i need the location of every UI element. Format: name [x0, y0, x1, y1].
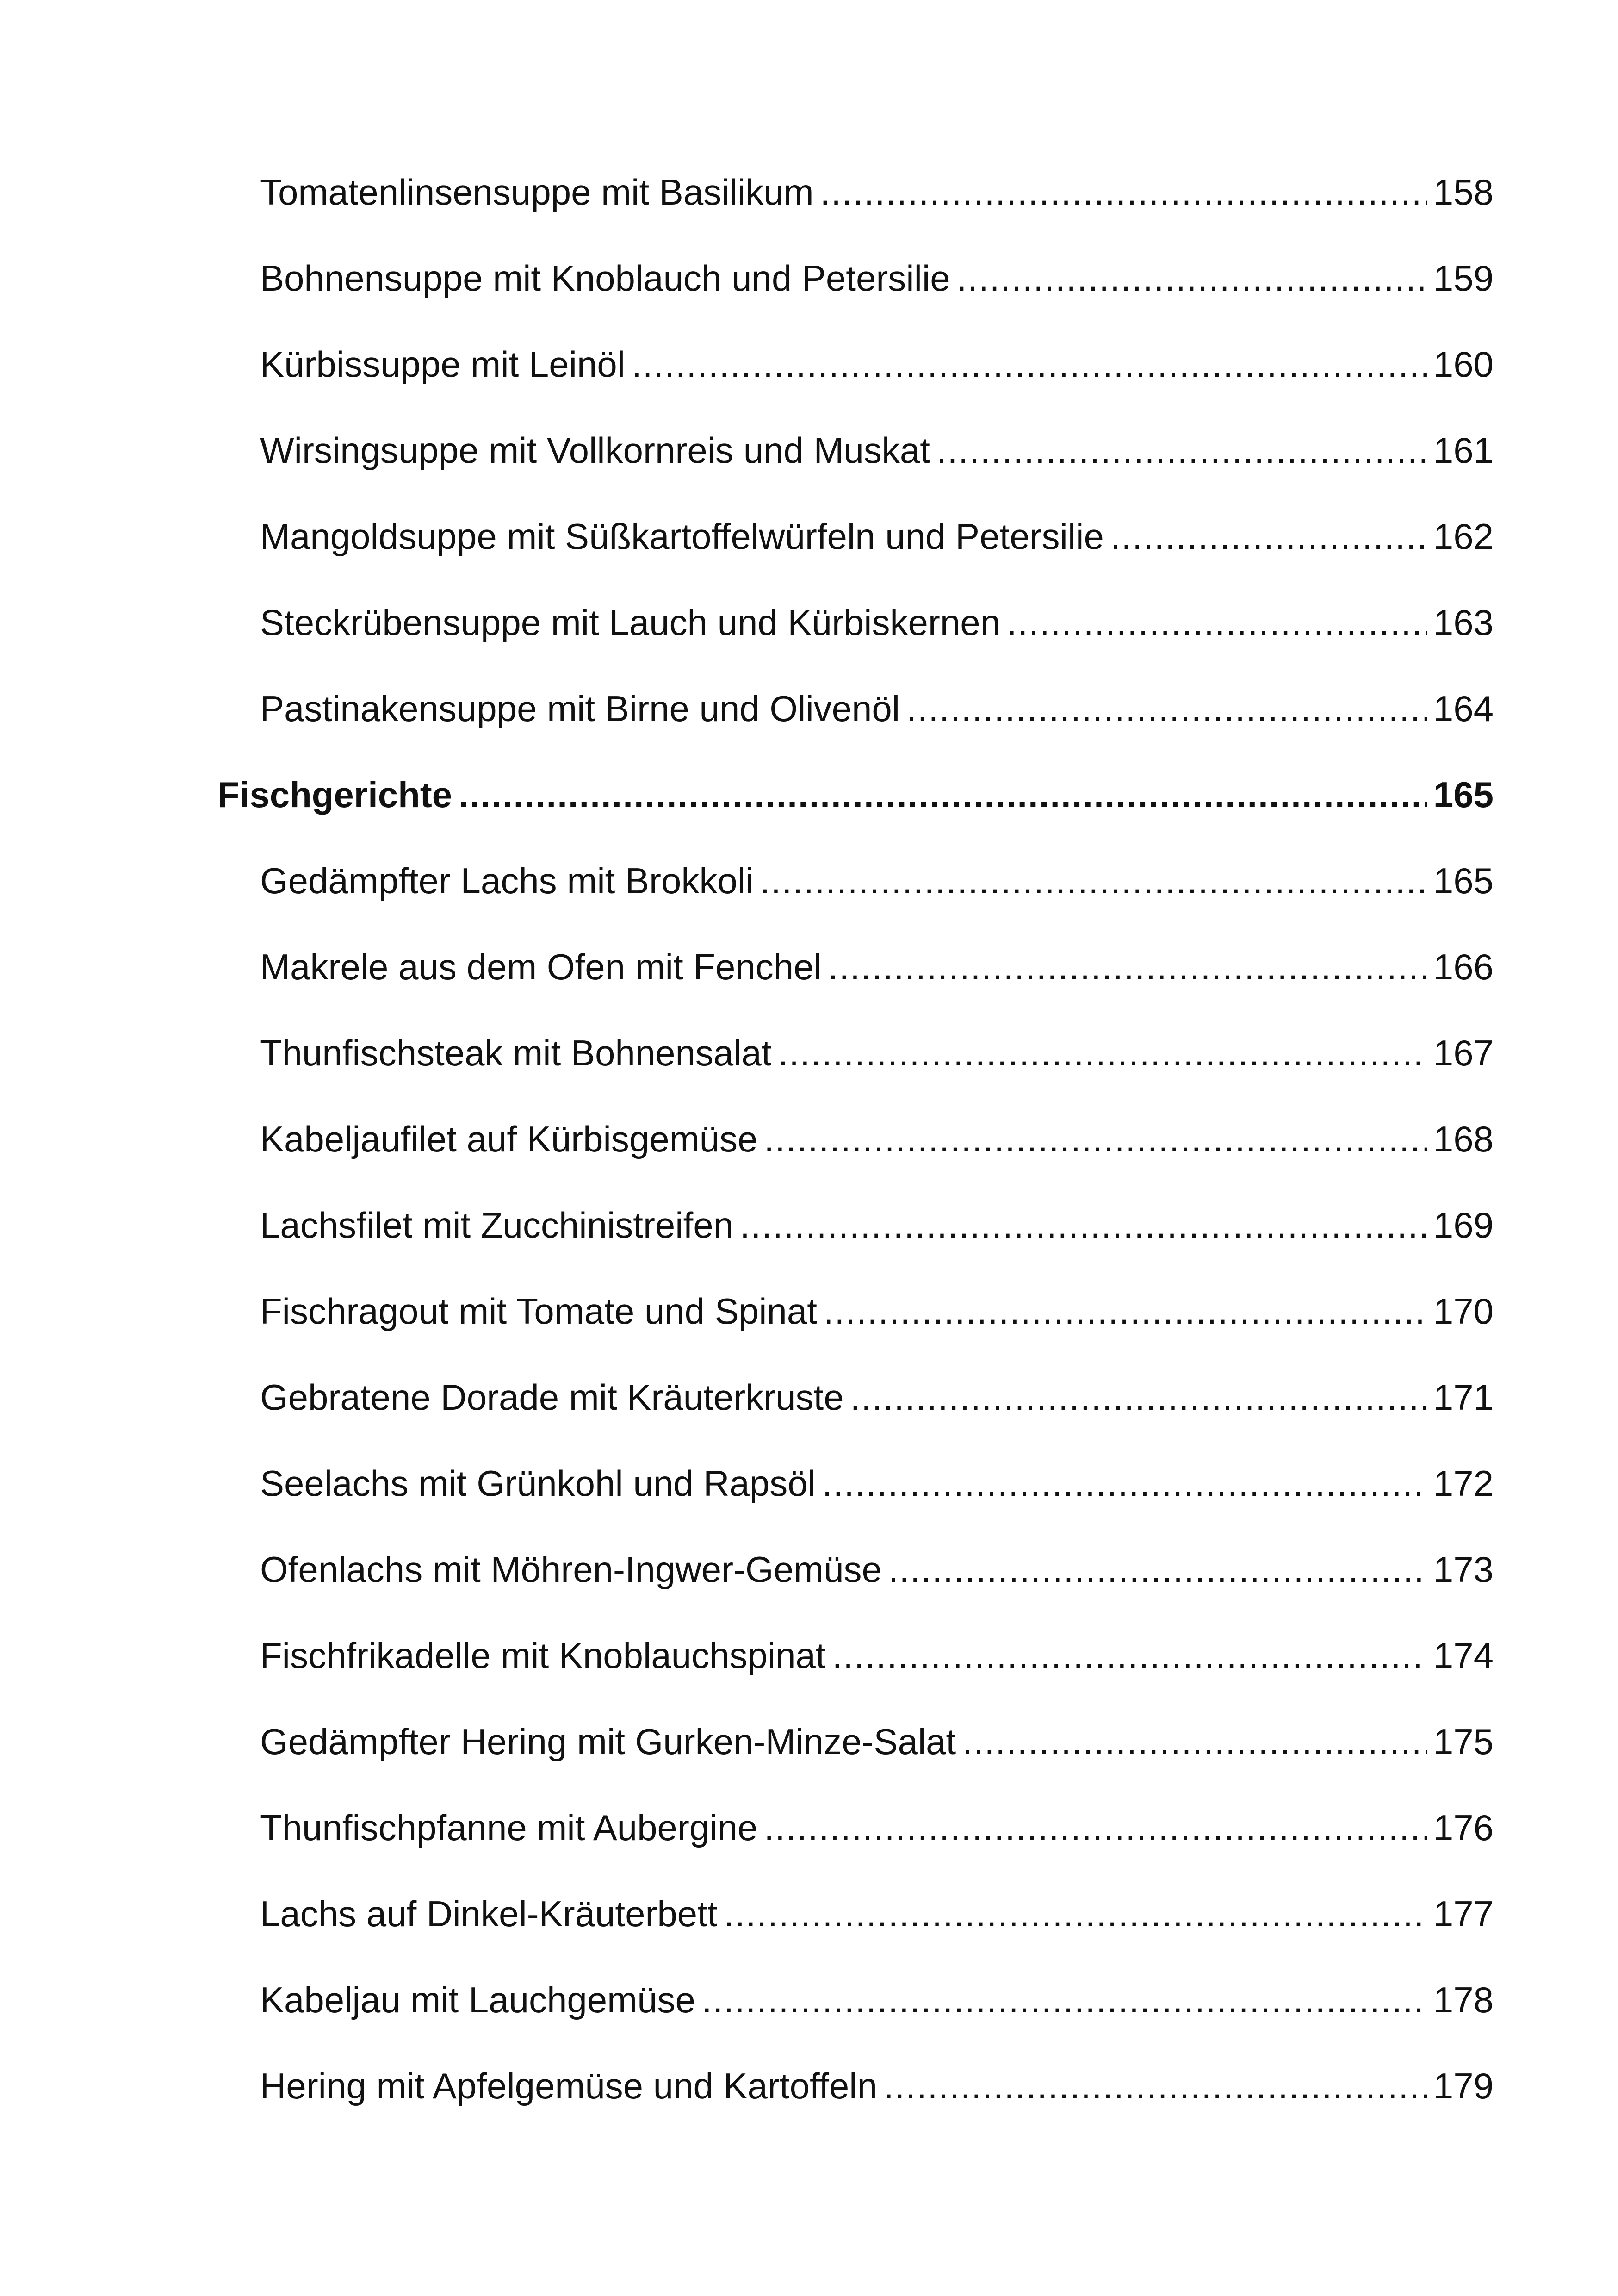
- toc-entry: [260, 595, 1494, 650]
- toc-entry-page: 160: [1433, 344, 1494, 385]
- toc-entry-title: Gedämpfter Lachs mit Brokkoli: [260, 860, 754, 901]
- dot-leader: [459, 767, 1427, 822]
- dot-leader: [1110, 509, 1427, 564]
- dot-leader: [962, 1714, 1427, 1769]
- toc-section-heading: [217, 767, 1494, 822]
- toc-entry-page: 176: [1433, 1807, 1494, 1848]
- toc-entry-page: 158: [1433, 172, 1494, 212]
- toc-entry: [260, 336, 1494, 392]
- toc-entry: [260, 1025, 1494, 1081]
- toc-entry-title: Kabeljau mit Lauchgemüse: [260, 1979, 695, 2020]
- toc-entry: [260, 681, 1494, 736]
- toc-entry-title: Seelachs mit Grünkohl und Rapsöl: [260, 1463, 816, 1504]
- dot-leader: [828, 939, 1427, 995]
- dot-leader: [888, 1542, 1427, 1597]
- toc-entry-page: 178: [1433, 1979, 1494, 2020]
- toc-entry-title: Thunfischsteak mit Bohnensalat: [260, 1033, 772, 1073]
- dot-leader: [822, 1456, 1427, 1511]
- toc-entry: [260, 2058, 1494, 2114]
- dot-leader: [936, 423, 1427, 478]
- toc-entry: [260, 1800, 1494, 1855]
- toc-entry-title: Pastinakensuppe mit Birne und Olivenöl: [260, 688, 900, 729]
- dot-leader: [764, 1800, 1427, 1855]
- toc-entry-title: Gebratene Dorade mit Kräuterkruste: [260, 1377, 844, 1418]
- toc-entry-page: 177: [1433, 1893, 1494, 1934]
- toc-entry: [260, 509, 1494, 564]
- toc-entry: [260, 1628, 1494, 1683]
- dot-leader: [906, 681, 1427, 736]
- toc-entry: [260, 1197, 1494, 1253]
- dot-leader: [850, 1369, 1427, 1425]
- toc-entry: [260, 1456, 1494, 1511]
- toc-entry: [260, 939, 1494, 995]
- toc-entry-title: Mangoldsuppe mit Süßkartoffelwürfeln und Petersilie: [260, 516, 1104, 557]
- dot-leader: [824, 1283, 1427, 1339]
- toc-entry: [260, 1369, 1494, 1425]
- toc-entry-page: 159: [1433, 258, 1494, 299]
- dot-leader: [724, 1886, 1427, 1941]
- toc-entry-page: 175: [1433, 1721, 1494, 1762]
- toc-entry-title: Gedämpfter Hering mit Gurken-Minze-Salat: [260, 1721, 956, 1762]
- dot-leader: [820, 164, 1427, 220]
- toc-entry: [260, 1542, 1494, 1597]
- toc-entry-page: 179: [1433, 2066, 1494, 2106]
- toc-entry-page: 169: [1433, 1205, 1494, 1245]
- dot-leader: [778, 1025, 1427, 1081]
- dot-leader: [764, 1111, 1427, 1167]
- dot-leader: [832, 1628, 1427, 1683]
- dot-leader: [632, 336, 1427, 392]
- toc-entry: [260, 1111, 1494, 1167]
- toc-entry: [260, 250, 1494, 306]
- toc-entry-page: 166: [1433, 946, 1494, 987]
- toc-entry-title: Kabeljaufilet auf Kürbisgemüse: [260, 1119, 758, 1159]
- toc-entry-title: Ofenlachs mit Möhren-Ingwer-Gemüse: [260, 1549, 882, 1590]
- toc-entry-title: Kürbissuppe mit Leinöl: [260, 344, 626, 385]
- toc-entry-page: 167: [1433, 1033, 1494, 1073]
- toc-entry-page: 164: [1433, 688, 1494, 729]
- toc-entry: [260, 853, 1494, 908]
- dot-leader: [884, 2058, 1427, 2114]
- toc-entry: [260, 164, 1494, 220]
- dot-leader: [760, 853, 1426, 908]
- toc-entry-title: Bohnensuppe mit Knoblauch und Petersilie: [260, 258, 950, 299]
- toc-entry-page: 161: [1433, 430, 1494, 471]
- toc-entry-title: Wirsingsuppe mit Vollkornreis und Muskat: [260, 430, 930, 471]
- toc-entry: [260, 423, 1494, 478]
- toc-entry: [260, 1886, 1494, 1941]
- toc-entry-page: 171: [1433, 1377, 1494, 1418]
- toc-entry: [260, 1283, 1494, 1339]
- dot-leader: [957, 250, 1427, 306]
- dot-leader: [740, 1197, 1427, 1253]
- dot-leader: [702, 1972, 1427, 2028]
- toc-entry-title: Tomatenlinsensuppe mit Basilikum: [260, 172, 814, 212]
- toc-entry-page: 162: [1433, 516, 1494, 557]
- toc-entry-title: Lachsfilet mit Zucchinistreifen: [260, 1205, 734, 1245]
- dot-leader: [1007, 595, 1427, 650]
- toc-section-title: Fischgerichte: [217, 774, 453, 815]
- toc-entry-page: 163: [1433, 602, 1494, 643]
- toc-entry: [260, 1972, 1494, 2028]
- toc-entry-title: Steckrübensuppe mit Lauch und Kürbiskernen: [260, 602, 1000, 643]
- toc-entry-page: 170: [1433, 1291, 1494, 1332]
- toc-entry-title: Fischragout mit Tomate und Spinat: [260, 1291, 817, 1332]
- toc-entry-title: Lachs auf Dinkel-Kräuterbett: [260, 1893, 718, 1934]
- toc-entry-page: 174: [1433, 1635, 1494, 1676]
- toc-entry-title: Fischfrikadelle mit Knoblauchspinat: [260, 1635, 826, 1676]
- toc-entry: [260, 1714, 1494, 1769]
- toc-entry-page: 168: [1433, 1119, 1494, 1159]
- toc-entry-title: Makrele aus dem Ofen mit Fenchel: [260, 946, 822, 987]
- toc-entry-title: Hering mit Apfelgemüse und Kartoffeln: [260, 2066, 877, 2106]
- toc-section-page: 165: [1433, 774, 1494, 815]
- toc-entry-page: 173: [1433, 1549, 1494, 1590]
- toc-entry-title: Thunfischpfanne mit Aubergine: [260, 1807, 758, 1848]
- toc-entry-page: 172: [1433, 1463, 1494, 1504]
- toc-entry-page: 165: [1433, 860, 1494, 901]
